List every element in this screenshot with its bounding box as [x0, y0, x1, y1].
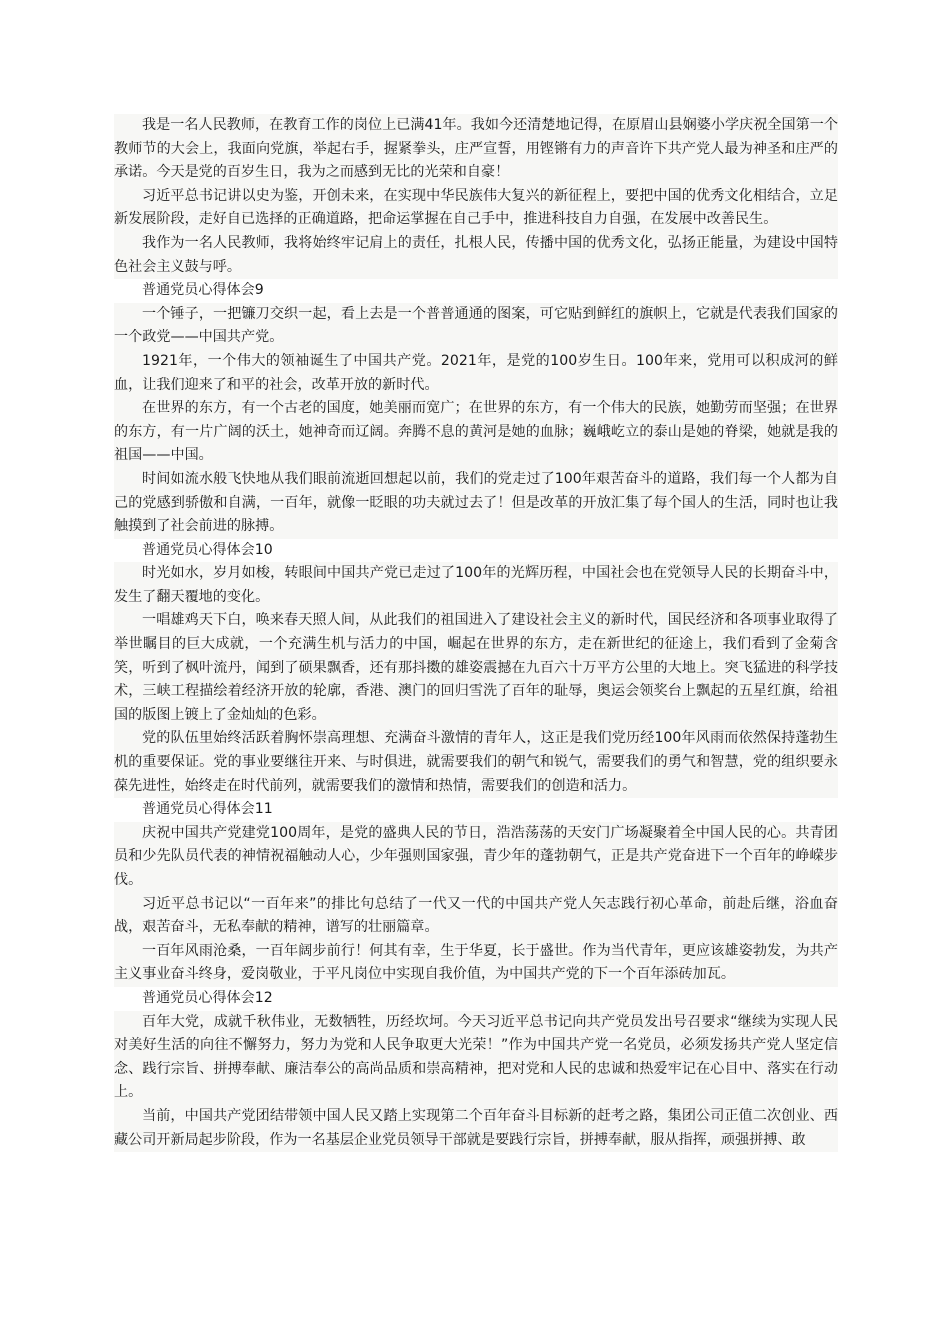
paragraph: 在世界的东方，有一个古老的国度，她美丽而宽广；在世界的东方，有一个伟大的民族，她勤劳而坚强；在世界的东方，有一片广阔的沃土，她神奇而辽阔。奔腾不息的黄河是她的血脉；巍峨屹立的泰山是她的脊梁，她就是我的祖国——中国。	[114, 397, 838, 468]
document-body	[114, 114, 838, 1152]
paragraph: 我作为一名人民教师，我将始终牢记肩上的责任，扎根人民，传播中国的优秀文化，弘扬正能量，为建设中国特色社会主义鼓与呼。	[114, 232, 838, 279]
paragraph: 一个锤子，一把镰刀交织一起，看上去是一个普普通通的图案，可它贴到鲜红的旗帜上，它就是代表我们国家的一个政党——中国共产党。	[114, 303, 838, 350]
section-heading: 普通党员心得体会9	[114, 279, 838, 303]
paragraph: 时光如水，岁月如梭，转眼间中国共产党已走过了100年的光辉历程，中国社会也在党领导人民的长期奋斗中，发生了翻天覆地的变化。	[114, 562, 838, 609]
paragraph: 我是一名人民教师，在教育工作的岗位上已满41年。我如今还清楚地记得，在原眉山县娴婆小学庆祝全国第一个教师节的大会上，我面向党旗，举起右手，握紧拳头，庄严宣誓，用铿锵有力的声音许下共产党人最为神圣和庄严的承诺。今天是党的百岁生日，我为之而感到无比的光荣和自豪！	[114, 114, 838, 185]
paragraph: 庆祝中国共产党建党100周年，是党的盛典人民的节日，浩浩荡荡的天安门广场凝聚着全中国人民的心。共青团员和少先队员代表的神情祝福触动人心，少年强则国家强，青少年的蓬勃朝气，正是共产党奋进下一个百年的峥嵘步伐。	[114, 822, 838, 893]
paragraph: 习近平总书记以“一百年来”的排比句总结了一代又一代的中国共产党人矢志践行初心革命，前赴后继，浴血奋战，艰苦奋斗，无私奉献的精神，谱写的壮丽篇章。	[114, 893, 838, 940]
paragraph: 一唱雄鸡天下白，唤来春天照人间，从此我们的祖国进入了建设社会主义的新时代，国民经济和各项事业取得了举世瞩目的巨大成就，一个充满生机与活力的中国，崛起在世界的东方，走在新世纪的征途上，我们看到了金菊含笑，听到了枫叶流丹，闻到了硕果飘香，还有那抖擞的雄姿震撼在九百六十万平方公里的大地上。突飞猛进的科学技术，三峡工程描绘着经济开放的轮廓，香港、澳门的回归雪洗了百年的耻辱，奥运会领奖台上飘起的五星红旗，给祖国的版图上镀上了金灿灿的色彩。	[114, 609, 838, 727]
section-heading: 普通党员心得体会11	[114, 798, 838, 822]
paragraph: 当前，中国共产党团结带领中国人民又踏上实现第二个百年奋斗目标新的赶考之路，集团公司正值二次创业、西藏公司开新局起步阶段，作为一名基层企业党员领导干部就是要践行宗旨，拼搏奉献，服从指挥，顽强拼搏、敢	[114, 1105, 838, 1152]
paragraph: 习近平总书记讲以史为鉴，开创未来，在实现中华民族伟大复兴的新征程上，要把中国的优秀文化相结合，立足新发展阶段，走好自已选择的正确道路，把命运掌握在自己手中，推进科技自力自强，在发展中改善民生。	[114, 185, 838, 232]
section-heading: 普通党员心得体会12	[114, 987, 838, 1011]
paragraph: 一百年风雨沧桑，一百年阔步前行！何其有幸，生于华夏，长于盛世。作为当代青年，更应该雄姿勃发，为共产主义事业奋斗终身，爱岗敬业，于平凡岗位中实现自我价值，为中国共产党的下一个百年添砖加瓦。	[114, 940, 838, 987]
section-heading: 普通党员心得体会10	[114, 539, 838, 563]
paragraph: 1921年，一个伟大的领袖诞生了中国共产党。2021年，是党的100岁生日。100年来，党用可以积成河的鲜血，让我们迎来了和平的社会，改革开放的新时代。	[114, 350, 838, 397]
paragraph: 党的队伍里始终活跃着胸怀崇高理想、充满奋斗激情的青年人，这正是我们党历经100年风雨而依然保持蓬勃生机的重要保证。党的事业要继往开来、与时俱进，就需要我们的朝气和锐气，需要我们的勇气和智慧，党的组织要永葆先进性，始终走在时代前列，就需要我们的激情和热情，需要我们的创造和活力。	[114, 727, 838, 798]
paragraph: 百年大党，成就千秋伟业，无数牺牲，历经坎坷。今天习近平总书记向共产党员发出号召要求“继续为实现人民对美好生活的向往不懈努力，努力为党和人民争取更大光荣！”作为中国共产党一名党员，必须发扬共产党人坚定信念、践行宗旨、拼搏奉献、廉洁奉公的高尚品质和崇高精神，把对党和人民的忠诚和热爱牢记在心目中、落实在行动上。	[114, 1011, 838, 1105]
paragraph: 时间如流水般飞快地从我们眼前流逝回想起以前，我们的党走过了100年艰苦奋斗的道路，我们每一个人都为自己的党感到骄傲和自满，一百年，就像一眨眼的功夫就过去了！但是改革的开放汇集了每个国人的生活，同时也让我触摸到了社会前进的脉搏。	[114, 468, 838, 539]
